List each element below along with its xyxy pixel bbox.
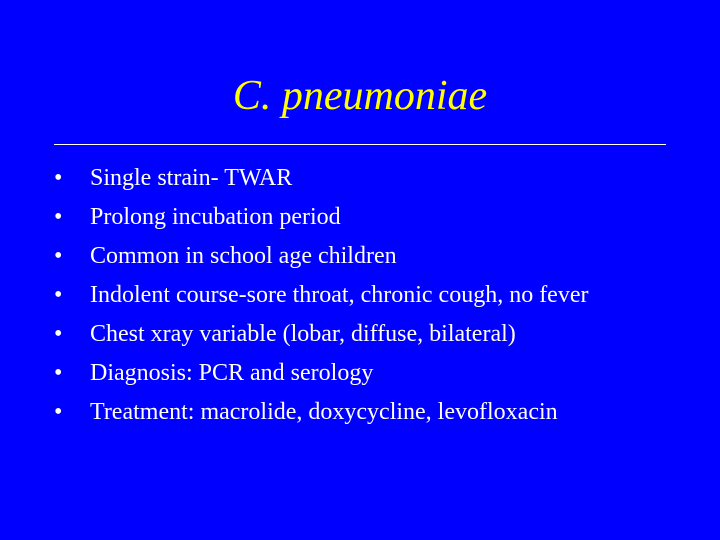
bullet-item-incubation (54, 198, 674, 237)
bullet-text: Prolong incubation period (90, 204, 341, 230)
bullet-dot-icon: • (54, 165, 63, 191)
bullet-text: Chest xray variable (lobar, diffuse, bilateral) (90, 321, 516, 347)
bullet-item-chest-xray (54, 315, 674, 354)
bullet-text: Diagnosis: PCR and serology (90, 360, 374, 386)
bullet-text: Treatment: macrolide, doxycycline, levofloxacin (90, 399, 558, 425)
bullet-item-school-age (54, 237, 674, 276)
bullet-dot-icon: • (54, 399, 63, 425)
bullet-text: Common in school age children (90, 243, 397, 269)
bullet-item-treatment (54, 393, 674, 432)
bullet-text: Single strain- TWAR (90, 165, 293, 191)
bullet-item-single-strain (54, 159, 674, 198)
bullet-dot-icon: • (54, 243, 63, 269)
title-divider (54, 144, 666, 145)
bullet-item-indolent-course (54, 276, 674, 315)
bullet-dot-icon: • (54, 282, 63, 308)
bullet-item-diagnosis (54, 354, 674, 393)
bullet-dot-icon: • (54, 204, 63, 230)
slide-title: C. pneumoniae (232, 73, 488, 119)
bullet-dot-icon: • (54, 360, 63, 386)
bullet-dot-icon: • (54, 321, 63, 347)
bullet-text: Indolent course-sore throat, chronic cough, no fever (90, 282, 589, 308)
bullet-list (54, 159, 674, 432)
